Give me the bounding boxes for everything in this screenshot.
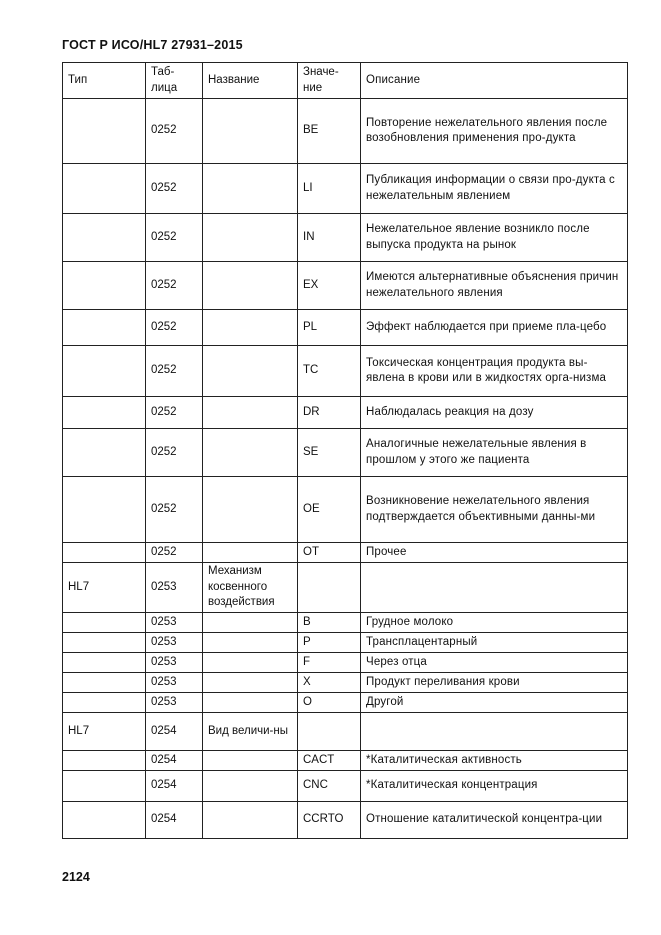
table-row xyxy=(63,751,628,771)
cell-description: Наблюдалась реакция на дозу xyxy=(361,397,628,429)
cell-table: 0252 xyxy=(146,99,203,164)
cell-type xyxy=(63,673,146,693)
cell-value: DR xyxy=(298,397,361,429)
cell-description: Токсическая концентрация продукта вы-явлена в крови или в жидкостях орга-низма xyxy=(361,346,628,397)
cell-value xyxy=(298,713,361,751)
table-row xyxy=(63,633,628,653)
cell-type xyxy=(63,653,146,673)
cell-type xyxy=(63,543,146,563)
cell-type xyxy=(63,346,146,397)
cell-description: Повторение нежелательного явления после возобновления применения про-дукта xyxy=(361,99,628,164)
cell-value: X xyxy=(298,673,361,693)
cell-table: 0253 xyxy=(146,673,203,693)
column-header-description: Описание xyxy=(361,63,628,99)
cell-table: 0252 xyxy=(146,543,203,563)
cell-value: EX xyxy=(298,262,361,310)
column-header-value: Значе- ние xyxy=(298,63,361,99)
cell-name xyxy=(203,346,298,397)
column-header-table: Таб- лица xyxy=(146,63,203,99)
cell-name xyxy=(203,214,298,262)
cell-type xyxy=(63,771,146,802)
cell-name: Вид величи-ны xyxy=(203,713,298,751)
cell-type xyxy=(63,613,146,633)
cell-name xyxy=(203,802,298,839)
cell-value: OT xyxy=(298,543,361,563)
table-row xyxy=(63,310,628,346)
cell-value: TC xyxy=(298,346,361,397)
cell-description: Трансплацентарный xyxy=(361,633,628,653)
column-header-name: Название xyxy=(203,63,298,99)
cell-value: F xyxy=(298,653,361,673)
cell-name xyxy=(203,429,298,477)
table-row xyxy=(63,673,628,693)
cell-type xyxy=(63,262,146,310)
table-row xyxy=(63,771,628,802)
cell-name xyxy=(203,543,298,563)
cell-description: Имеются альтернативные объяснения причин нежелательного явления xyxy=(361,262,628,310)
cell-name xyxy=(203,262,298,310)
cell-name xyxy=(203,613,298,633)
cell-description: Другой xyxy=(361,693,628,713)
cell-type xyxy=(63,693,146,713)
cell-description: Продукт переливания крови xyxy=(361,673,628,693)
table-row xyxy=(63,613,628,633)
cell-description: Нежелательное явление возникло после выпуска продукта на рынок xyxy=(361,214,628,262)
cell-description xyxy=(361,713,628,751)
table-row xyxy=(63,99,628,164)
cell-value: P xyxy=(298,633,361,653)
cell-name xyxy=(203,693,298,713)
table-row xyxy=(63,543,628,563)
cell-description: Возникновение нежелательного явления подтверждается объективными данны-ми xyxy=(361,477,628,543)
cell-value: CCRTO xyxy=(298,802,361,839)
cell-type xyxy=(63,397,146,429)
cell-table: 0253 xyxy=(146,613,203,633)
cell-type xyxy=(63,429,146,477)
table-row xyxy=(63,346,628,397)
cell-table: 0252 xyxy=(146,164,203,214)
cell-value: CNC xyxy=(298,771,361,802)
table-row xyxy=(63,693,628,713)
cell-value: SE xyxy=(298,429,361,477)
table-header-row xyxy=(63,63,628,99)
table-row xyxy=(63,262,628,310)
cell-value xyxy=(298,563,361,613)
cell-table: 0253 xyxy=(146,653,203,673)
table-row xyxy=(63,713,628,751)
code-table xyxy=(62,62,628,839)
cell-table: 0254 xyxy=(146,771,203,802)
cell-table: 0252 xyxy=(146,429,203,477)
cell-name: Механизм косвенного воздействия xyxy=(203,563,298,613)
cell-table: 0252 xyxy=(146,310,203,346)
cell-value: B xyxy=(298,613,361,633)
cell-value: BE xyxy=(298,99,361,164)
cell-type xyxy=(63,310,146,346)
cell-value: CACT xyxy=(298,751,361,771)
cell-table: 0254 xyxy=(146,713,203,751)
cell-type xyxy=(63,214,146,262)
cell-description: Эффект наблюдается при приеме пла-цебо xyxy=(361,310,628,346)
table-row xyxy=(63,802,628,839)
cell-table: 0252 xyxy=(146,346,203,397)
cell-type xyxy=(63,477,146,543)
cell-name xyxy=(203,164,298,214)
cell-name xyxy=(203,477,298,543)
cell-description: Отношение каталитической концентра-ции xyxy=(361,802,628,839)
cell-value: LI xyxy=(298,164,361,214)
table-row xyxy=(63,653,628,673)
cell-description: *Каталитическая активность xyxy=(361,751,628,771)
cell-name xyxy=(203,397,298,429)
table-row xyxy=(63,429,628,477)
cell-value: PL xyxy=(298,310,361,346)
table-row xyxy=(63,164,628,214)
cell-value: OE xyxy=(298,477,361,543)
cell-description xyxy=(361,563,628,613)
cell-table: 0252 xyxy=(146,477,203,543)
table-body xyxy=(63,99,628,839)
cell-name xyxy=(203,99,298,164)
cell-table: 0254 xyxy=(146,802,203,839)
cell-type xyxy=(63,164,146,214)
cell-table: 0252 xyxy=(146,397,203,429)
cell-value: IN xyxy=(298,214,361,262)
cell-type: HL7 xyxy=(63,713,146,751)
table-row xyxy=(63,397,628,429)
cell-table: 0252 xyxy=(146,214,203,262)
cell-table: 0254 xyxy=(146,751,203,771)
cell-name xyxy=(203,751,298,771)
cell-table: 0253 xyxy=(146,563,203,613)
cell-name xyxy=(203,771,298,802)
cell-value: O xyxy=(298,693,361,713)
cell-description: Грудное молоко xyxy=(361,613,628,633)
cell-description: Аналогичные нежелательные явления в прошлом у этого же пациента xyxy=(361,429,628,477)
cell-type xyxy=(63,751,146,771)
table-row xyxy=(63,477,628,543)
cell-name xyxy=(203,633,298,653)
cell-type: HL7 xyxy=(63,563,146,613)
table-row xyxy=(63,214,628,262)
cell-description: Публикация информации о связи про-дукта с нежелательным явлением xyxy=(361,164,628,214)
column-header-type: Тип xyxy=(63,63,146,99)
table-row xyxy=(63,563,628,613)
cell-type xyxy=(63,802,146,839)
cell-table: 0252 xyxy=(146,262,203,310)
cell-description: Прочее xyxy=(361,543,628,563)
document-header: ГОСТ Р ИСО/HL7 27931–2015 xyxy=(62,38,243,52)
cell-type xyxy=(63,99,146,164)
cell-table: 0253 xyxy=(146,633,203,653)
cell-name xyxy=(203,673,298,693)
cell-type xyxy=(63,633,146,653)
page-number: 2124 xyxy=(62,870,90,884)
cell-table: 0253 xyxy=(146,693,203,713)
cell-name xyxy=(203,653,298,673)
cell-name xyxy=(203,310,298,346)
cell-description: *Каталитическая концентрация xyxy=(361,771,628,802)
cell-description: Через отца xyxy=(361,653,628,673)
